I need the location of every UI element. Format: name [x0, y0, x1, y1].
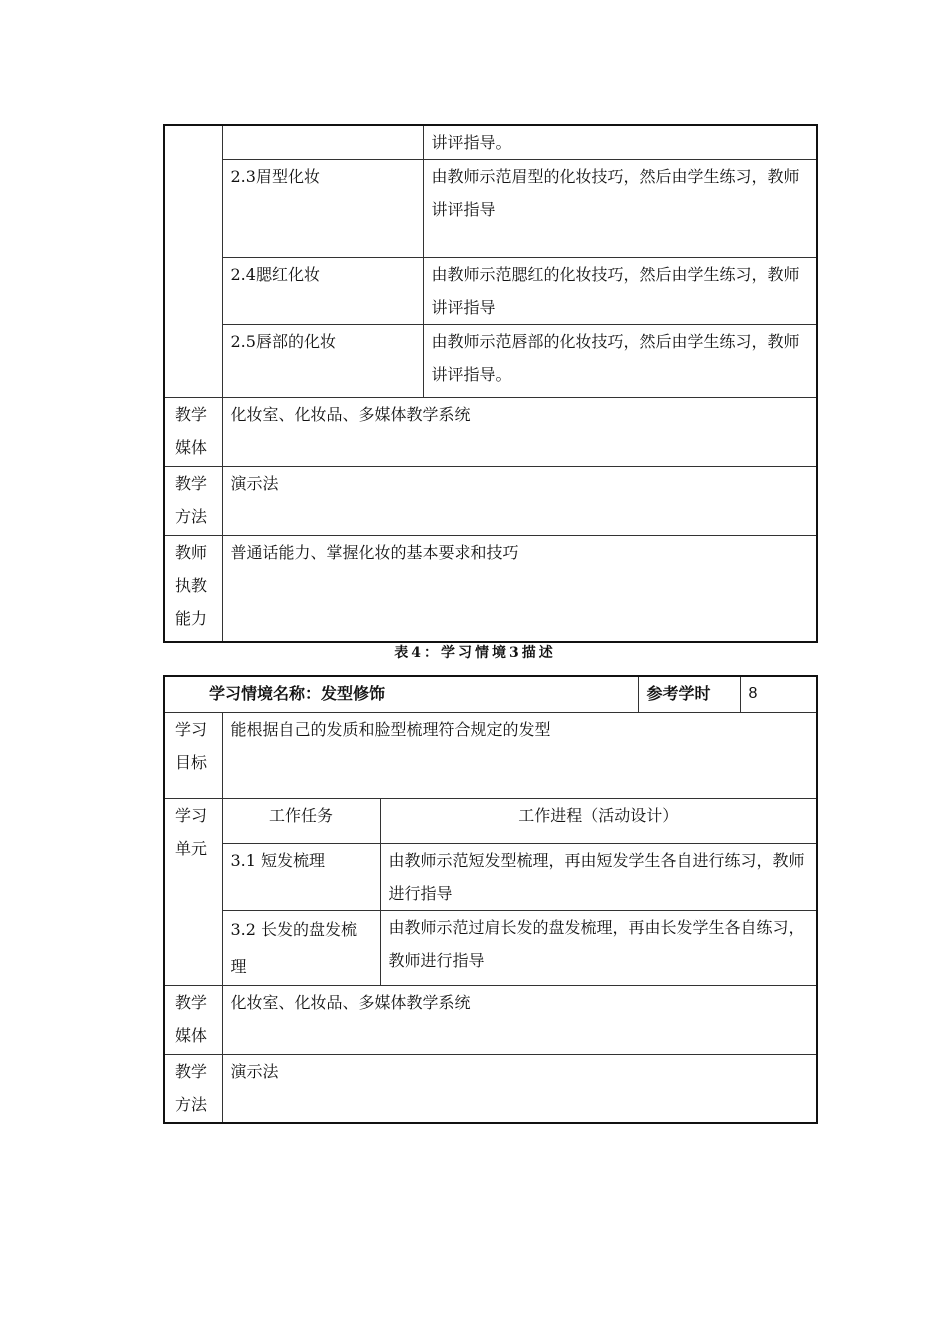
method-label: 教学方法	[164, 1054, 222, 1123]
table-4	[163, 675, 818, 1124]
task-cell	[222, 125, 423, 160]
process-cell: 由教师示范短发型梳理，再由短发学生各自进行练习，教师进行指导	[380, 843, 817, 910]
task-header: 工作任务	[222, 798, 380, 843]
method-label: 教学方法	[164, 467, 222, 536]
process-cell: 由教师示范腮红的化妆技巧，然后由学生练习，教师讲评指导	[423, 258, 817, 325]
goal-label: 学习目标	[164, 712, 222, 798]
task-cell: 2.3眉型化妆	[222, 160, 423, 258]
task-cell: 2.5唇部的化妆	[222, 325, 423, 398]
media-label: 教学媒体	[164, 985, 222, 1054]
ability-label: 教师执教能力	[164, 536, 222, 642]
media-value: 化妆室、化妆品、多媒体教学系统	[222, 398, 817, 467]
situation-name: 学习情境名称：发型修饰	[164, 676, 638, 712]
method-value: 演示法	[222, 1054, 817, 1123]
method-value: 演示法	[222, 467, 817, 536]
unit-label: 学习单元	[164, 798, 222, 985]
media-value: 化妆室、化妆品、多媒体教学系统	[222, 985, 817, 1054]
process-header: 工作进程（活动设计）	[380, 798, 817, 843]
hours-value: 8	[740, 676, 817, 712]
table-caption: 表4：学习情境3描述	[394, 645, 556, 661]
task-cell: 3.2 长发的盘发梳理	[222, 910, 380, 985]
ability-value: 普通话能力、掌握化妆的基本要求和技巧	[222, 536, 817, 642]
unit-label-cell	[164, 125, 222, 398]
hours-label: 参考学时	[638, 676, 740, 712]
process-cell: 讲评指导。	[423, 125, 817, 160]
media-label: 教学媒体	[164, 398, 222, 467]
process-cell: 由教师示范眉型的化妆技巧，然后由学生练习，教师讲评指导	[423, 160, 817, 258]
table-3-continued	[163, 124, 818, 643]
goal-value: 能根据自己的发质和脸型梳理符合规定的发型	[222, 712, 817, 798]
task-cell: 2.4腮红化妆	[222, 258, 423, 325]
task-cell: 3.1 短发梳理	[222, 843, 380, 910]
process-cell: 由教师示范唇部的化妆技巧，然后由学生练习，教师讲评指导。	[423, 325, 817, 398]
process-cell: 由教师示范过肩长发的盘发梳理，再由长发学生各自练习，教师进行指导	[380, 910, 817, 985]
